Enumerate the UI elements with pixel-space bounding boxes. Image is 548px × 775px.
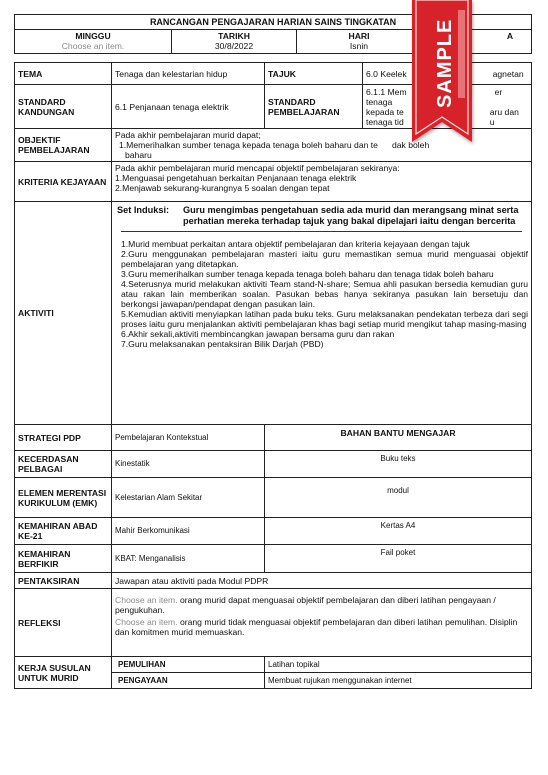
bbm-kertas-a4[interactable]: Kertas A4	[265, 518, 532, 545]
page-title: RANCANGAN PENGAJARAN HARIAN SAINS TINGKATAN	[15, 15, 532, 30]
objektif-label: OBJEKTIF PEMBELAJARAN	[15, 129, 112, 162]
objektif-value[interactable]: Pada akhir pembelajaran murid dapat; 1.Memerihalkan sumber tenaga kepada tenaga boleh baharu dan te dak boleh baharu	[112, 129, 532, 162]
refleksi-dropdown-2[interactable]: Choose an item.	[115, 617, 178, 627]
aktiviti-step: 7.Guru melaksanakan pentaksiran Bilik Darjah (PBD)	[121, 339, 324, 349]
kecerdasan-label: KECERDASAN PELBAGAI	[15, 451, 112, 478]
divider	[121, 231, 522, 232]
pentaksiran-label: PENTAKSIRAN	[15, 573, 112, 589]
minggu-dropdown[interactable]: Choose an item.	[61, 41, 125, 51]
minggu-label: MINGGU	[75, 31, 111, 41]
aktiviti-step: 5.Kemudian aktiviti menyiapkan latihan pada buku teks. Guru melaksanakan pendekatan terbeza dari segi proses iaitu guru menjalankan aktiviti pembelajaran khas bagi setiap murid mengikut tahap masing-masing	[121, 309, 528, 329]
strategi-label: STRATEGI PDP	[15, 425, 112, 451]
kriteria-item: 2.Menjawab sekurang-kurangnya 5 soalan dengan tepat	[115, 183, 330, 193]
strategi-value[interactable]: Pembelajaran Kontekstual	[112, 425, 265, 451]
aktiviti-step: 6.Akhir sekali,aktiviti membincangkan jawapan bersama guru dan rakan	[121, 329, 395, 339]
berfikir-label: KEMAHIRAN BERFIKIR	[15, 545, 112, 573]
standard-pembelajaran-label: STANDARD PEMBELAJARAN	[265, 85, 363, 129]
kecerdasan-value[interactable]: Kinestatik	[112, 451, 265, 478]
bbm-fail-poket[interactable]: Fail poket	[265, 545, 532, 573]
objektif-intro: Pada akhir pembelajaran murid dapat;	[115, 130, 261, 140]
bbm-buku-teks[interactable]: Buku teks	[265, 451, 532, 478]
sample-ribbon	[408, 0, 476, 150]
pentaksiran-value[interactable]: Jawapan atau aktiviti pada Modul PDPR	[112, 573, 532, 589]
aktiviti-step: 2.Guru menggunakan pembelajaran masteri iaitu guru memastikan semua murid menguasai objektif pembelajaran yang ditetapkan.	[121, 249, 528, 269]
aktiviti-value[interactable]	[112, 202, 532, 425]
aktiviti-label: AKTIVITI	[15, 202, 112, 425]
refleksi-text-2: orang murid tidak menguasai objektif pembelajaran dan diberi latihan pemulihan. Disiplin dan komitmen murid memuaskan.	[115, 617, 518, 637]
tajuk-value[interactable]: 6.0 Keelek agnetan	[363, 63, 532, 85]
emk-value[interactable]: Kelestarian Alam Sekitar	[112, 478, 265, 518]
bbm-modul[interactable]: modul	[265, 478, 532, 518]
refleksi-value[interactable]	[112, 589, 532, 657]
kriteria-intro: Pada akhir pembelajaran murid mencapai objektif pembelajaran sekiranya:	[115, 163, 400, 173]
pemulihan-value[interactable]: Latihan topikal	[265, 657, 532, 673]
kerja-susulan-label: KERJA SUSULAN UNTUK MURID	[15, 657, 112, 689]
pengayaan-value[interactable]: Membuat rujukan menggunakan internet	[265, 673, 532, 689]
tarikh-value[interactable]: 30/8/2022	[214, 41, 254, 51]
set-induksi-text: Guru mengimbas pengetahuan sedia ada murid dan merangsang minat serta perhatian mereka terhadap tajuk yang bakal dipelajari iaitu dengan bercerita	[183, 205, 519, 226]
standard-kandungan-value[interactable]: 6.1 Penjanaan tenaga elektrik	[112, 85, 265, 129]
kriteria-label: KRITERIA KEJAYAAN	[15, 162, 112, 202]
standard-kandungan-label: STANDARD KANDUNGAN	[15, 85, 112, 129]
aktiviti-step: 1.Murid membuat perkaitan antara objektif pembelajaran dan kriteria kejayaan dengan tajuk	[121, 239, 470, 249]
kriteria-item: 1.Menguasai pengetahuan berkaitan Penjanaan tenaga elektrik	[115, 173, 357, 183]
lesson-plan-table	[14, 62, 532, 689]
kriteria-value[interactable]	[112, 162, 532, 202]
header-fourth-label: A	[506, 31, 514, 41]
hari-label: HARI	[348, 31, 370, 41]
abad21-value[interactable]: Mahir Berkomunikasi	[112, 518, 265, 545]
set-induksi-label: Set Induksi:	[117, 205, 170, 215]
refleksi-label: REFLEKSI	[15, 589, 112, 657]
abad21-label: KEMAHIRAN ABAD KE-21	[15, 518, 112, 545]
aktiviti-step: 4.Seterusnya murid melakukan aktiviti Team stand-N-share; Semua ahli pasukan bersedia kemudian guru atau rakan lain memberikan soalan. Pasukan bebas hanya sekiranya pasukan lain bersetuju dan berkongsi jawapan/pendapat dengan pasukan lain.	[121, 279, 528, 309]
ribbon-text: SAMPLE	[434, 18, 456, 108]
tarikh-label: TARIKH	[218, 31, 250, 41]
pengayaan-label: PENGAYAAN	[112, 673, 265, 689]
aktiviti-step: 3.Guru memerihalkan sumber tenaga kepada tenaga boleh baharu dan tenaga tidak boleh baharu	[121, 269, 494, 279]
bbm-header: BAHAN BANTU MENGAJAR	[265, 425, 532, 451]
standard-pembelajaran-value[interactable]: 6.1.1 Mem er tenaga kepada te aru dan tenaga tid u	[363, 85, 532, 129]
refleksi-text-1: orang murid dapat menguasai objektif pembelajaran dan diberi latihan pengayaan / pengukuhan.	[115, 595, 496, 615]
berfikir-value[interactable]: KBAT: Menganalisis	[112, 545, 265, 573]
emk-label: ELEMEN MERENTASI KURIKULUM (EMK)	[15, 478, 112, 518]
pemulihan-label: PEMULIHAN	[112, 657, 265, 673]
tema-value[interactable]: Tenaga dan kelestarian hidup	[112, 63, 265, 85]
refleksi-dropdown-1[interactable]: Choose an item.	[115, 595, 178, 605]
tema-label: TEMA	[15, 63, 112, 85]
tajuk-label: TAJUK	[265, 63, 363, 85]
hari-value[interactable]: Isnin	[349, 41, 369, 51]
ribbon-stripe	[458, 10, 465, 98]
